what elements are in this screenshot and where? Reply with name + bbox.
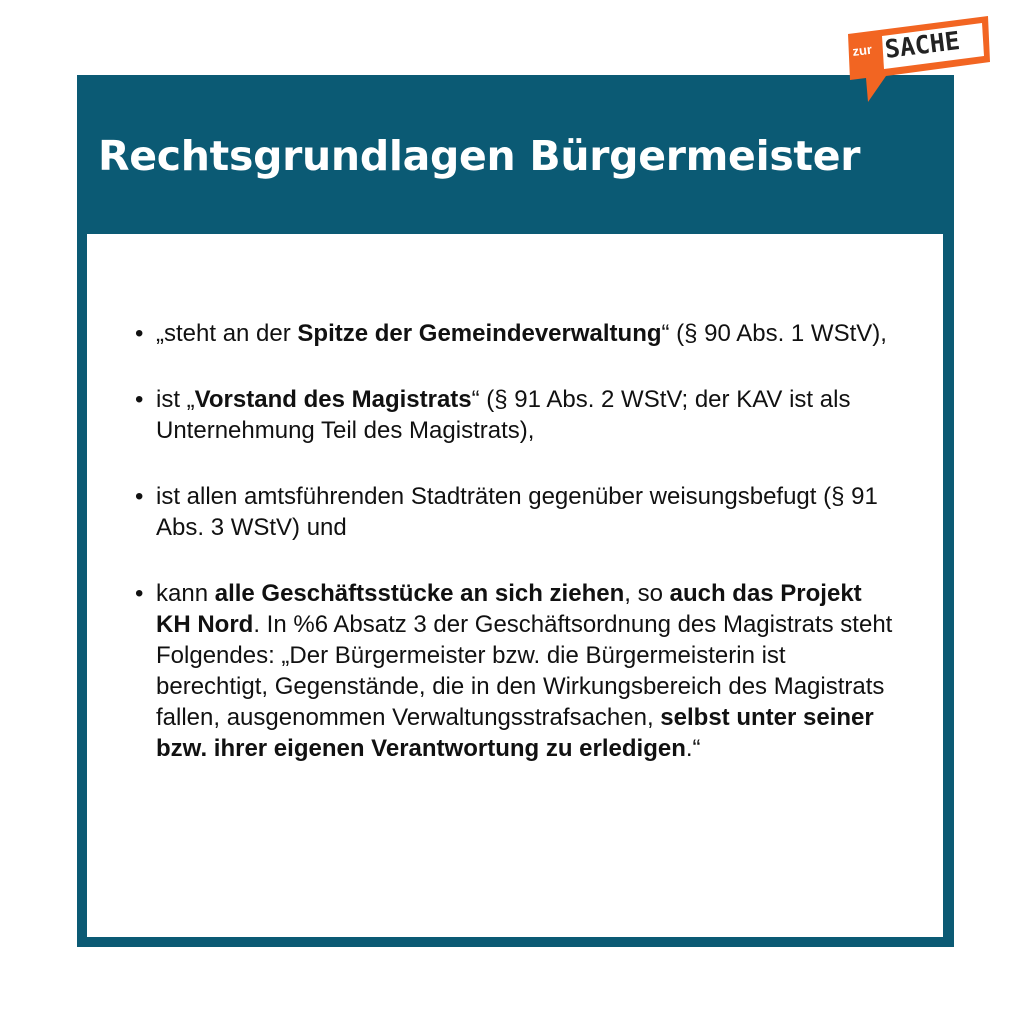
zur-sache-logo bbox=[846, 12, 996, 104]
list-item: • kann alle Geschäftsstücke an sich ziehen, so auch das Projekt KH Nord. In %6 Absatz 3 der Geschäftsordnung des Magistrats steht Folgendes: „Der Bürgermeister bzw. die Bürgermeisterin ist berechtigt, Gegenstände, die in den Wirkungsbereich des Magistrats fallen, ausgenommen Verwaltungsstrafsachen, selbst unter seiner bzw. ihrer eigenen Verantwortung zu erledigen.“ bbox=[135, 578, 895, 764]
list-item: • ist „Vorstand des Magistrats“ (§ 91 Abs. 2 WStV; der KAV ist als Unternehmung Teil des Magistrats), bbox=[135, 384, 895, 446]
content-panel bbox=[87, 234, 943, 937]
logo-main-text: SACHE bbox=[883, 25, 962, 64]
list-item: • „steht an der Spitze der Gemeindeverwaltung“ (§ 90 Abs. 1 WStV), bbox=[135, 318, 895, 349]
bullet-list bbox=[135, 318, 895, 799]
page-title: Rechtsgrundlagen Bürgermeister bbox=[98, 132, 861, 180]
list-item: • ist allen amtsführenden Stadträten gegenüber weisungsbefugt (§ 91 Abs. 3 WStV) und bbox=[135, 481, 895, 543]
logo-small-text: zur bbox=[851, 41, 873, 59]
